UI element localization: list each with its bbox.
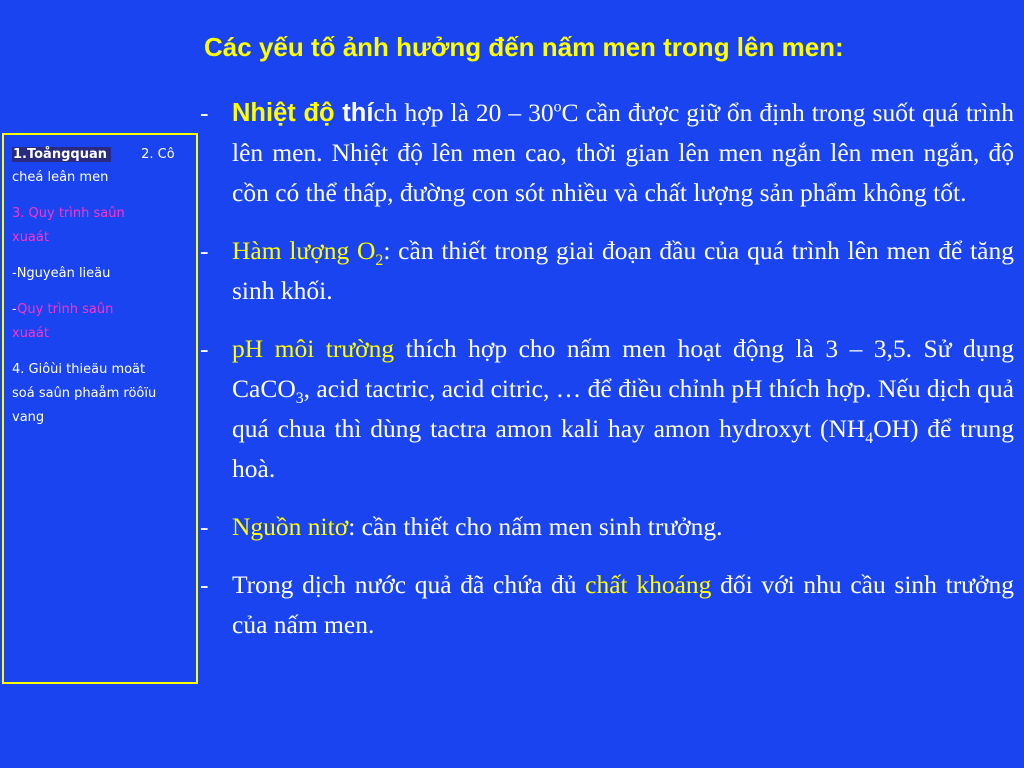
bullet-ph [200,329,1014,489]
term-oxygen [232,236,384,270]
oxygen-sub: 2 [375,252,384,270]
sidebar-item-materials-label: Nguyeân lieäu [16,266,111,281]
sidebar-item-products-cont[interactable]: soá saûn phaåm röôïu [12,386,157,401]
term-nitrogen: Nguồn nitơ [232,512,349,541]
bullet-oxygen [200,231,1014,311]
bullet-dash: - [200,334,209,363]
text-minerals-b: đối với nhu cầu sinh trưởng của nấm men. [232,570,1014,639]
term-oxygen-label: Hàm lượng O [232,236,376,265]
bullet-dash: - [200,236,209,265]
bullet-dash: - [200,512,209,541]
text-ph-a: thích hợp cho nấm men hoạt động là 3 – 3,5. Sử dụng CaCO [232,334,1015,403]
text-temperature-a: ch hợp là 20 – 30 [373,98,554,127]
navigation-sidebar [2,133,198,684]
text-temperature-b: C cần được giữ ổn định trong suốt quá trình lên men. Nhiệt độ lên men cao, thời gian lên men ngắn lên men ngắn, độ cồn có thể thấp, đường con sót nhiều và chất lượng sản phẩm không tốt. [232,98,1014,207]
caco3-sub: 3 [295,390,304,408]
sidebar-item-production[interactable] [12,298,188,322]
sidebar-dash: - [12,266,17,281]
bullet-dash: - [200,570,209,599]
sidebar-dash: - [12,302,18,317]
text-ph-b: , acid tactric, acid citric, … để điều chỉnh pH thích hợp. Nếu dịch quả quá chua thì dùng tactra amon kali hay amon hydroxyt (NH [232,374,1014,443]
sidebar-item-mechanism-number[interactable]: 2. Cô [141,147,175,162]
text-ph-c: OH) để trung hoà. [232,414,1015,483]
sidebar-item-materials[interactable] [12,262,188,286]
bullet-nitrogen [200,507,1014,547]
bullet-temperature [200,93,1014,213]
sidebar-item-products[interactable]: 4. Giôùi thieäu moät [12,362,146,377]
degree-sup: o [553,98,562,116]
term-temperature-suffix: thí [334,99,374,127]
text-nitrogen: : cần thiết cho nấm men sinh trưởng. [348,512,723,541]
slide-title: Các yếu tố ảnh hưởng đến nấm men trong lên men: [204,32,844,62]
term-ph: pH môi trường [232,334,395,363]
sidebar-item-mechanism[interactable]: cheá leân men [12,170,109,185]
sidebar-row-1 [12,143,188,166]
sidebar-item-production-cont[interactable]: xuaát [12,326,49,341]
sidebar-item-process-cont[interactable]: xuaát [12,230,49,245]
nh4-sub: 4 [865,430,874,448]
slide-content [200,93,1014,663]
sidebar-item-process[interactable]: 3. Quy trình saûn [12,206,125,221]
sidebar-item-overview[interactable]: 1.Toångquan [12,147,111,162]
bullet-minerals [200,565,1014,645]
text-oxygen: : cần thiết trong giai đoạn đầu của quá trình lên men để tăng sinh khối. [232,236,1014,305]
sidebar-item-production-label: Quy trình saûn [17,302,114,317]
term-minerals: chất khoáng [585,570,712,599]
sidebar-item-products-cont2[interactable]: vang [12,410,45,425]
text-minerals-a: Trong dịch nước quả đã chứa đủ [232,570,586,599]
bullet-dash: - [200,98,209,127]
term-temperature: Nhiệt độ [232,99,335,127]
